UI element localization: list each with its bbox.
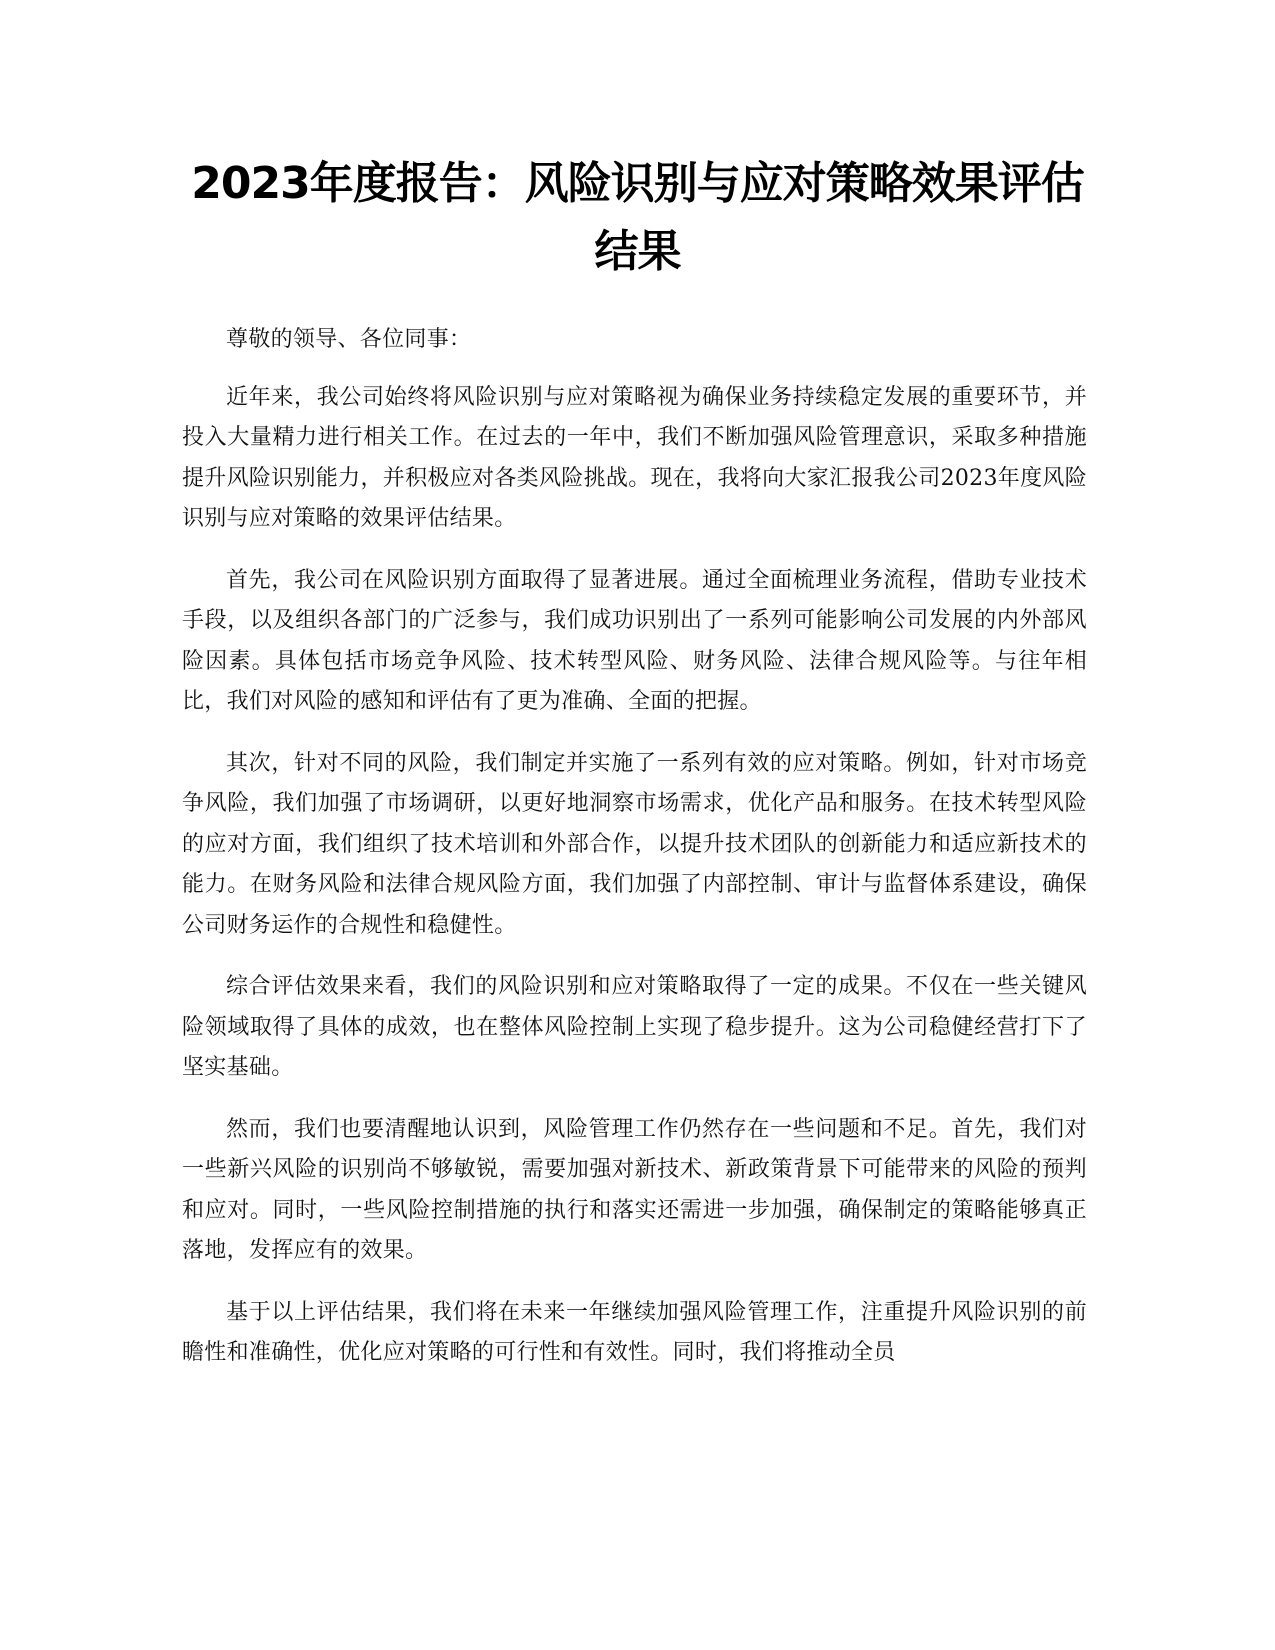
paragraph-risk-identification: 首先，我公司在风险识别方面取得了显著进展。通过全面梳理业务流程，借助专业技术手段，以及组织各部门的广泛参与，我们成功识别出了一系列可能影响公司发展的内外部风险因素。具体包括市场竞争风险、技术转型风险、财务风险、法律合规风险等。与往年相比，我们对风险的感知和评估有了更为准确、全面的把握。: [182, 567, 1087, 714]
paragraph-response-strategies: 其次，针对不同的风险，我们制定并实施了一系列有效的应对策略。例如，针对市场竞争风险，我们加强了市场调研，以更好地洞察市场需求，优化产品和服务。在技术转型风险的应对方面，我们组织了技术培训和外部合作，以提升技术团队的创新能力和适应新技术的能力。在财务风险和法律合规风险方面，我们加强了内部控制、审计与监督体系建设，确保公司财务运作的合规性和稳健性。: [182, 750, 1087, 938]
paragraph-greeting: 尊敬的领导、各位同事：: [226, 327, 472, 352]
paragraph-intro: 近年来，我公司始终将风险识别与应对策略视为确保业务持续稳定发展的重要环节，并投入大量精力进行相关工作。在过去的一年中，我们不断加强风险管理意识，采取多种措施提升风险识别能力，并积极应对各类风险挑战。现在，我将向大家汇报我公司2023年度风险识别与应对策略的效果评估结果。: [182, 384, 1087, 531]
document-title: 2023年度报告：风险识别与应对策略效果评估结果: [191, 158, 1084, 277]
paragraph-future-plan: 基于以上评估结果，我们将在未来一年继续加强风险管理工作，注重提升风险识别的前瞻性和准确性，优化应对策略的可行性和有效性。同时，我们将推动全员: [182, 1299, 1087, 1365]
paragraph-overall-evaluation: 综合评估效果来看，我们的风险识别和应对策略取得了一定的成果。不仅在一些关键风险领域取得了具体的成效，也在整体风险控制上实现了稳步提升。这为公司稳健经营打下了坚实基础。: [182, 974, 1087, 1080]
paragraph-shortcomings: 然而，我们也要清醒地认识到，风险管理工作仍然存在一些问题和不足。首先，我们对一些新兴风险的识别尚不够敏锐，需要加强对新技术、新政策背景下可能带来的风险的预判和应对。同时，一些风险控制措施的执行和落实还需进一步加强，确保制定的策略能够真正落地，发挥应有的效果。: [182, 1116, 1087, 1263]
document-body: [182, 320, 1087, 1395]
